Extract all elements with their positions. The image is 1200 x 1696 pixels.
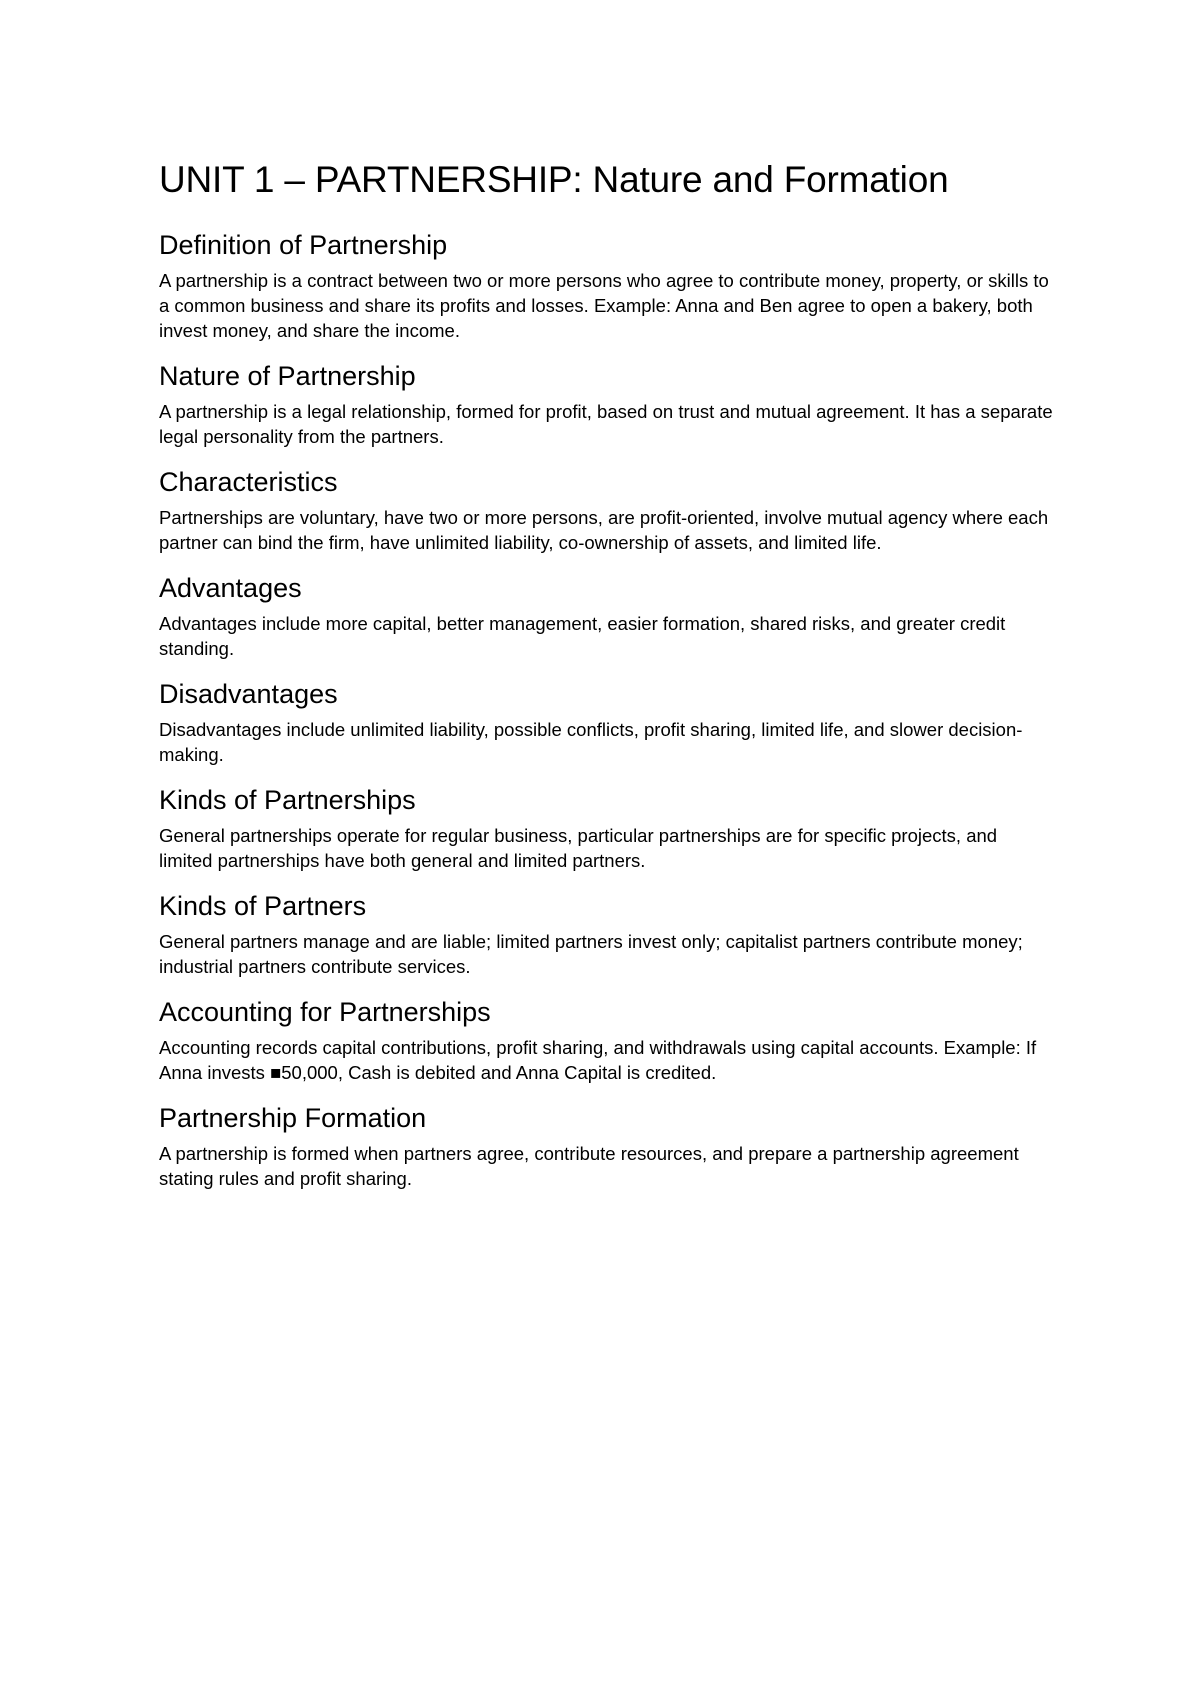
section-kinds-of-partnerships (159, 783, 1059, 873)
section-body: General partners manage and are liable; limited partners invest only; capitalist partners contribute money; industrial partners contribute services. (159, 931, 1023, 977)
section-body: Accounting records capital contributions, profit sharing, and withdrawals using capital accounts. Example: If Anna invests ■50,000, Cash is debited and Anna Capital is credited. (159, 1037, 1037, 1083)
section-disadvantages (159, 677, 1059, 767)
section-heading: Disadvantages (159, 679, 338, 709)
section-heading: Advantages (159, 573, 302, 603)
section-formation (159, 1101, 1059, 1191)
section-kinds-of-partners (159, 889, 1059, 979)
section-body: Disadvantages include unlimited liability, possible conflicts, profit sharing, limited life, and slower decision-making. (159, 719, 1023, 765)
section-advantages (159, 571, 1059, 661)
document-content (159, 156, 1059, 1207)
document-title: UNIT 1 – PARTNERSHIP: Nature and Formation (159, 159, 949, 200)
section-characteristics (159, 465, 1059, 555)
section-heading: Definition of Partnership (159, 230, 448, 260)
section-nature (159, 359, 1059, 449)
section-heading: Kinds of Partners (159, 891, 367, 921)
section-body: Partnerships are voluntary, have two or more persons, are profit-oriented, involve mutual agency where each partner can bind the firm, have unlimited liability, co-ownership of assets, and limited life. (159, 507, 1049, 553)
section-definition (159, 228, 1059, 343)
section-heading: Nature of Partnership (159, 361, 416, 391)
section-body: A partnership is a contract between two or more persons who agree to contribute money, property, or skills to a common business and share its profits and losses. Example: Anna and Ben agree to open a bakery, both invest money, and share the income. (159, 270, 1049, 341)
section-body: A partnership is a legal relationship, formed for profit, based on trust and mutual agreement. It has a separate legal personality from the partners. (159, 401, 1053, 447)
section-heading: Characteristics (159, 467, 338, 497)
section-heading: Accounting for Partnerships (159, 997, 491, 1027)
section-body: General partnerships operate for regular business, particular partnerships are for specific projects, and limited partnerships have both general and limited partners. (159, 825, 998, 871)
section-body: A partnership is formed when partners agree, contribute resources, and prepare a partnership agreement stating rules and profit sharing. (159, 1143, 1019, 1189)
section-heading: Partnership Formation (159, 1103, 427, 1133)
section-body: Advantages include more capital, better management, easier formation, shared risks, and greater credit standing. (159, 613, 1006, 659)
section-heading: Kinds of Partnerships (159, 785, 416, 815)
section-accounting (159, 995, 1059, 1085)
